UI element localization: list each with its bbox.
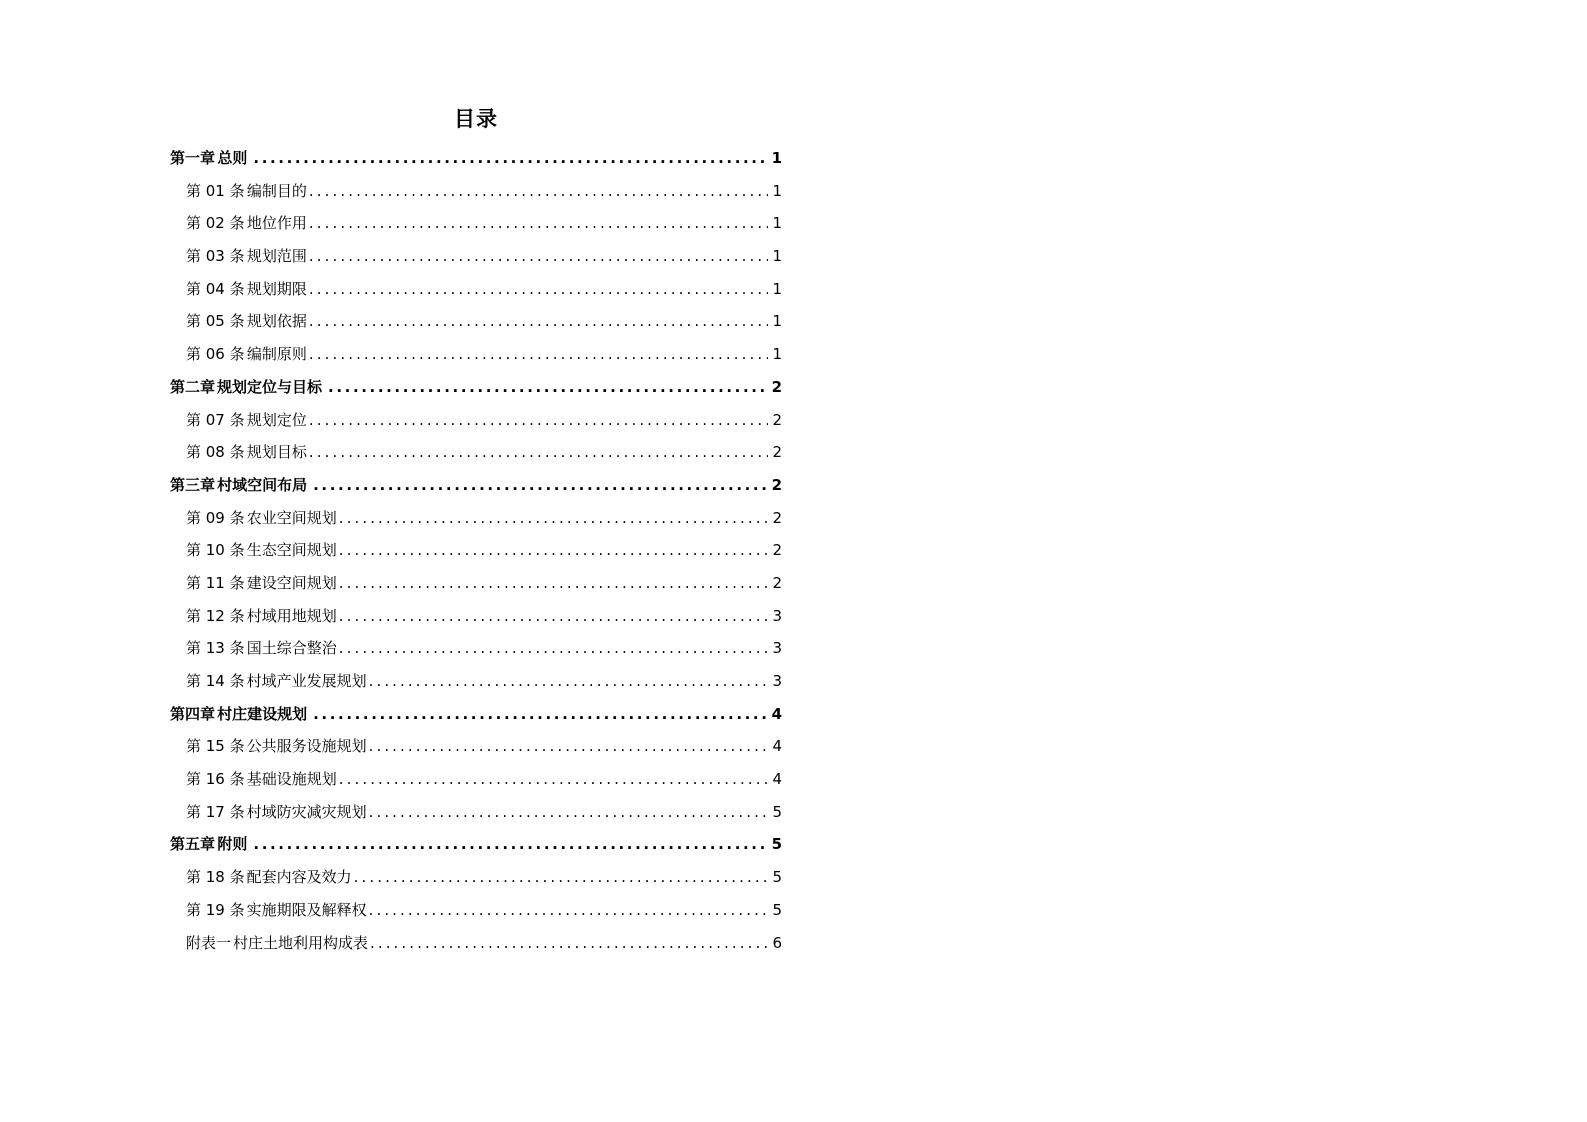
toc-dot-leader xyxy=(313,698,767,731)
toc-page-number: 2 xyxy=(771,377,782,396)
toc-page-number: 5 xyxy=(772,900,782,919)
toc-article-entry[interactable] xyxy=(170,436,782,469)
toc-entry-number: 第 10 条 xyxy=(186,541,245,560)
toc-article-entry[interactable] xyxy=(170,567,782,600)
toc-article-entry[interactable] xyxy=(170,894,782,927)
toc-entry-number: 第三章 xyxy=(170,475,216,494)
toc-dot-leader xyxy=(309,207,768,240)
toc-entry-number: 第 14 条 xyxy=(186,672,245,690)
toc-dot-leader xyxy=(253,828,767,861)
toc-dot-leader xyxy=(339,632,768,665)
toc-article-entry[interactable] xyxy=(170,927,782,960)
toc-page-number: 3 xyxy=(772,672,782,690)
toc-dot-leader xyxy=(354,861,768,894)
toc-article-entry[interactable] xyxy=(170,665,782,698)
toc-page-number: 3 xyxy=(772,639,782,658)
toc-entry-number: 第 04 条 xyxy=(186,279,245,298)
toc-page-number: 2 xyxy=(772,443,782,462)
toc-dot-leader xyxy=(339,763,768,796)
toc-entry-number: 第 08 条 xyxy=(186,443,245,462)
toc-page-number: 1 xyxy=(772,345,782,364)
toc-article-entry[interactable] xyxy=(170,730,782,763)
toc-entry-number: 第 11 条 xyxy=(186,573,245,592)
toc-title: 目录 xyxy=(454,107,498,131)
toc-article-entry[interactable] xyxy=(170,861,782,894)
toc-page-number: 5 xyxy=(772,868,782,887)
toc-dot-leader xyxy=(309,240,768,273)
toc-entry-number: 第五章 xyxy=(170,835,216,854)
toc-entry-number: 附表一 xyxy=(186,933,232,952)
toc-entry-title: 村域产业发展规划 xyxy=(246,672,367,690)
toc-dot-leader xyxy=(253,142,767,175)
toc-entry-title: 公共服务设施规划 xyxy=(246,737,367,756)
toc-list xyxy=(170,142,782,959)
toc-chapter-entry[interactable] xyxy=(170,698,782,731)
toc-article-entry[interactable] xyxy=(170,273,782,306)
toc-page-number: 1 xyxy=(771,149,782,167)
toc-entry-title: 编制目的 xyxy=(246,181,307,200)
toc-article-entry[interactable] xyxy=(170,534,782,567)
toc-entry-number: 第 19 条 xyxy=(186,900,245,919)
toc-entry-title: 基础设施规划 xyxy=(246,770,337,789)
toc-page-number: 4 xyxy=(771,704,782,723)
toc-article-entry[interactable] xyxy=(170,338,782,371)
toc-page-number: 1 xyxy=(772,214,782,233)
toc-page-number: 5 xyxy=(772,802,782,821)
toc-dot-leader xyxy=(309,338,768,371)
toc-page-number: 3 xyxy=(772,606,782,625)
toc-entry-number: 第 05 条 xyxy=(186,312,245,331)
toc-chapter-entry[interactable] xyxy=(170,469,782,502)
toc-page-number: 1 xyxy=(772,279,782,298)
toc-entry-title: 村庄土地利用构成表 xyxy=(232,933,368,952)
toc-page-number: 2 xyxy=(772,573,782,592)
toc-dot-leader xyxy=(339,534,768,567)
toc-entry-number: 第四章 xyxy=(170,704,216,723)
toc-entry-title: 规划期限 xyxy=(246,279,307,298)
toc-page-number: 6 xyxy=(772,933,782,952)
toc-entry-number: 第二章 xyxy=(170,377,216,396)
toc-entry-title: 国土综合整治 xyxy=(246,639,337,658)
toc-chapter-entry[interactable] xyxy=(170,142,782,175)
toc-entry-number: 第 09 条 xyxy=(186,508,245,527)
toc-entry-title: 建设空间规划 xyxy=(246,573,337,592)
toc-entry-number: 第 12 条 xyxy=(186,606,245,625)
toc-entry-title: 总则 xyxy=(217,149,248,167)
toc-dot-leader xyxy=(369,796,768,829)
toc-page-number: 5 xyxy=(771,835,782,854)
toc-entry-title: 生态空间规划 xyxy=(246,541,337,560)
toc-article-entry[interactable] xyxy=(170,175,782,208)
toc-entry-number: 第 16 条 xyxy=(186,770,245,789)
toc-entry-title: 规划目标 xyxy=(246,443,307,462)
toc-chapter-entry[interactable] xyxy=(170,371,782,404)
toc-entry-number: 第 13 条 xyxy=(186,639,245,658)
toc-dot-leader xyxy=(339,567,768,600)
toc-entry-number: 第 06 条 xyxy=(186,345,245,364)
toc-page-number: 2 xyxy=(771,475,782,494)
toc-article-entry[interactable] xyxy=(170,404,782,437)
toc-dot-leader xyxy=(369,665,768,698)
toc-page-number: 1 xyxy=(772,181,782,200)
toc-dot-leader xyxy=(309,273,768,306)
toc-dot-leader xyxy=(339,502,768,535)
toc-dot-leader xyxy=(370,927,768,960)
toc-entry-title: 附则 xyxy=(217,835,248,854)
toc-entry-title: 规划定位与目标 xyxy=(217,377,323,396)
toc-entry-title: 村域防灾减灾规划 xyxy=(246,802,367,821)
toc-page-number: 2 xyxy=(772,541,782,560)
toc-entry-title: 农业空间规划 xyxy=(246,508,337,527)
toc-dot-leader xyxy=(369,894,768,927)
toc-entry-title: 规划依据 xyxy=(246,312,307,331)
toc-entry-title: 配套内容及效力 xyxy=(246,868,352,887)
toc-entry-number: 第 17 条 xyxy=(186,802,245,821)
toc-entry-number: 第 15 条 xyxy=(186,737,245,756)
toc-dot-leader xyxy=(309,404,768,437)
toc-article-entry[interactable] xyxy=(170,796,782,829)
toc-article-entry[interactable] xyxy=(170,632,782,665)
toc-page-number: 1 xyxy=(772,247,782,266)
toc-article-entry[interactable] xyxy=(170,240,782,273)
toc-article-entry[interactable] xyxy=(170,763,782,796)
toc-page-number: 2 xyxy=(772,410,782,429)
toc-dot-leader xyxy=(369,730,768,763)
toc-article-entry[interactable] xyxy=(170,600,782,633)
toc-article-entry[interactable] xyxy=(170,305,782,338)
toc-entry-title: 规划定位 xyxy=(246,410,307,429)
toc-dot-leader xyxy=(309,175,768,208)
toc-entry-number: 第 02 条 xyxy=(186,214,245,233)
toc-entry-number: 第 18 条 xyxy=(186,868,245,887)
toc-dot-leader xyxy=(309,436,768,469)
toc-page-number: 4 xyxy=(772,737,782,756)
toc-page-number: 2 xyxy=(772,508,782,527)
toc-entry-title: 村庄建设规划 xyxy=(217,704,308,723)
toc-entry-title: 实施期限及解释权 xyxy=(246,900,367,919)
toc-dot-leader xyxy=(313,469,767,502)
toc-chapter-entry[interactable] xyxy=(170,828,782,861)
toc-entry-title: 规划范围 xyxy=(246,247,307,266)
toc-dot-leader xyxy=(328,371,768,404)
toc-dot-leader xyxy=(339,600,768,633)
toc-page-number: 1 xyxy=(772,312,782,331)
toc-article-entry[interactable] xyxy=(170,207,782,240)
toc-article-entry[interactable] xyxy=(170,502,782,535)
toc-entry-number: 第 03 条 xyxy=(186,247,245,266)
toc-page-number: 4 xyxy=(772,770,782,789)
toc-dot-leader xyxy=(309,305,768,338)
toc-entry-title: 村域空间布局 xyxy=(217,475,308,494)
toc-entry-number: 第一章 xyxy=(170,149,216,167)
toc-entry-title: 地位作用 xyxy=(246,214,307,233)
toc-entry-title: 村域用地规划 xyxy=(246,606,337,625)
toc-entry-number: 第 01 条 xyxy=(186,181,245,200)
toc-entry-title: 编制原则 xyxy=(246,345,307,364)
toc-entry-number: 第 07 条 xyxy=(186,410,245,429)
